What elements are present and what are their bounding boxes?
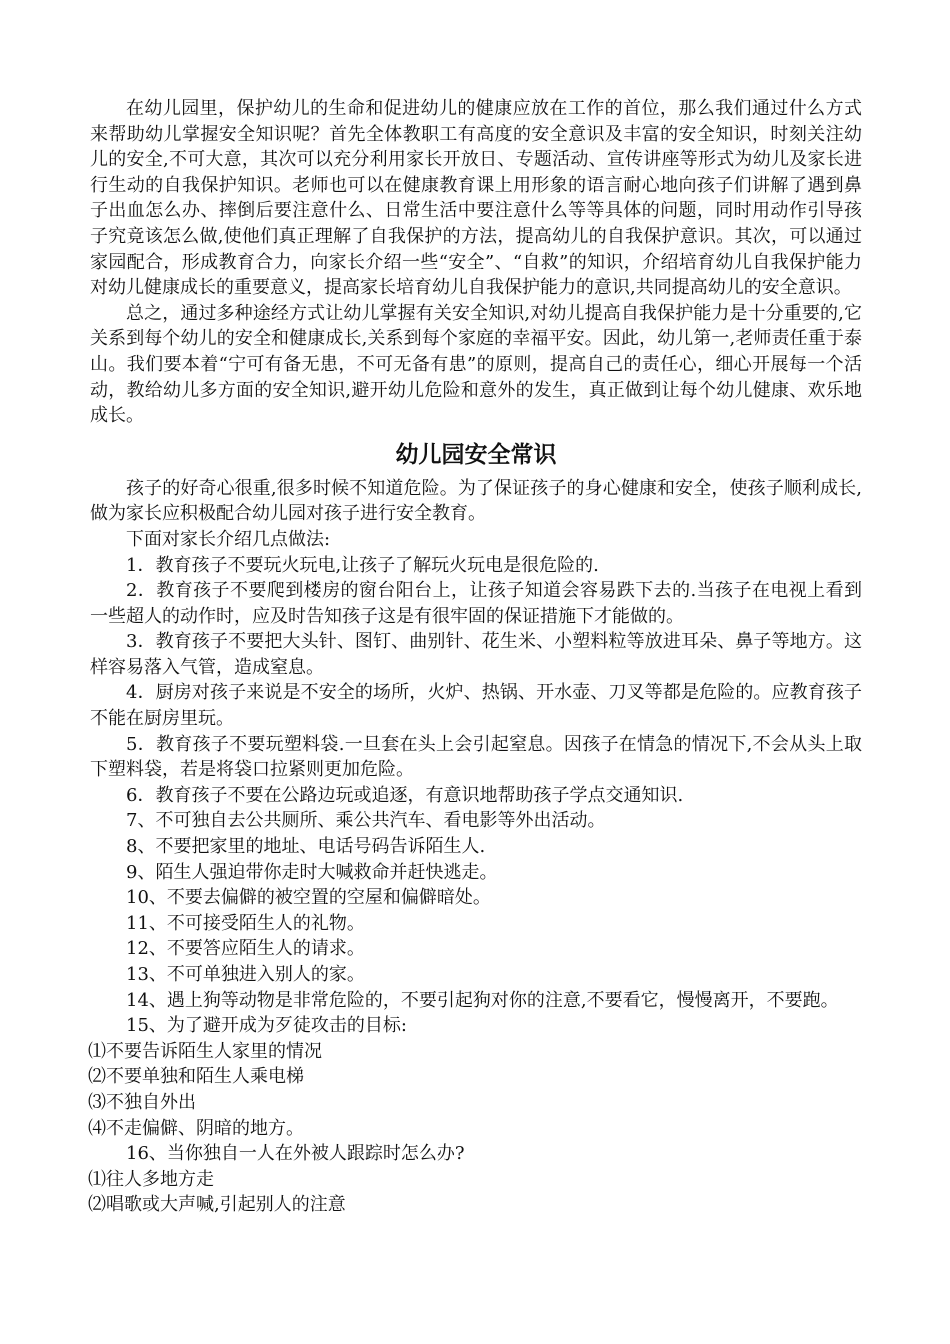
- document-page: [90, 96, 862, 1218]
- list-item: 4．厨房对孩子来说是不安全的场所，火炉、热锅、开水壶、刀叉等都是危险的。应教育孩子不能在厨房里玩。: [90, 682, 862, 730]
- list-item: 16、当你独自一人在外被人跟踪时怎么办?: [126, 1143, 465, 1165]
- sub-list-item: ⑵不要单独和陌生人乘电梯: [88, 1066, 304, 1088]
- list-item: 8、不要把家里的地址、电话号码告诉陌生人.: [126, 836, 486, 858]
- sub-list-item: ⑴不要告诉陌生人家里的情况: [88, 1040, 322, 1062]
- list-item: 15、为了避开成为歹徒攻击的目标:: [126, 1015, 407, 1037]
- list-item: 14、遇上狗等动物是非常危险的，不要引起狗对你的注意,不要看它，慢慢离开，不要跑。: [126, 989, 839, 1011]
- list-item: 5．教育孩子不要玩塑料袋.一旦套在头上会引起窒息。因孩子在情急的情况下,不会从头上取下塑料袋，若是将袋口拉紧则更加危险。: [90, 733, 862, 781]
- intro-paragraph-2: 总之，通过多种途经方式让幼儿掌握有关安全知识,对幼儿提高自我保护能力是十分重要的,它关系到每个幼儿的安全和健康成长,关系到每个家庭的幸福平安。因此，幼儿第一,老师责任重于泰山。我们要本着“宁可有备无患，不可无备有患”的原则，提高自己的责任心，细心开展每一个活动，教给幼儿多方面的安全知识,避开幼儿危险和意外的发生，真正做到让每个幼儿健康、欢乐地成长。: [90, 302, 862, 427]
- sub-list-item: ⑷不走偏僻、阴暗的地方。: [88, 1117, 304, 1139]
- list-item: 10、不要去偏僻的被空置的空屋和偏僻暗处。: [126, 887, 491, 909]
- section-lead-intro-line: 下面对家长介绍几点做法:: [126, 528, 331, 550]
- list-item: 2．教育孩子不要爬到楼房的窗台阳台上，让孩子知道会容易跌下去的.当孩子在电视上看到一些超人的动作时，应及时告知孩子这是有很牢固的保证措施下才能做的。: [90, 580, 862, 627]
- intro-paragraph-1: 在幼儿园里，保护幼儿的生命和促进幼儿的健康应放在工作的首位，那么我们通过什么方式来帮助幼儿掌握安全知识呢？首先全体教职工有高度的安全意识及丰富的安全知识，时刻关注幼儿的安全,不可大意，其次可以充分利用家长开放日、专题活动、宣传讲座等形式为幼儿及家长进行生动的自我保护知识。老师也可以在健康教育课上用形象的语言耐心地向孩子们讲解了遇到鼻子出血怎么办、摔倒后要注意什么、日常生活中要注意什么等等具体的问题，同时用动作引导孩子究竟该怎么做,使他们真正理解了自我保护的方法，提高幼儿的自我保护意识。其次，可以通过家园配合，形成教育合力，向家长介绍一些“安全”、“自救”的知识，介绍培育幼儿自我保护能力对幼儿健康成长的重要意义，提高家长培育幼儿自我保护能力的意识,共同提高幼儿的安全意识。: [90, 98, 862, 299]
- section-title: 幼儿园安全常识: [395, 441, 557, 468]
- sub-list-item: ⑶不独自外出: [88, 1091, 196, 1113]
- sub-list-item: ⑴往人多地方走: [88, 1168, 214, 1190]
- list-item: 12、不要答应陌生人的请求。: [126, 938, 365, 960]
- list-item: 13、不可单独进入别人的家。: [126, 964, 365, 985]
- section-lead-paragraph: 孩子的好奇心很重,很多时候不知道危险。为了保证孩子的身心健康和安全，使孩子顺利成长,做为家长应积极配合幼儿园对孩子进行安全教育。: [90, 477, 862, 525]
- list-item: 6．教育孩子不要在公路边玩或追逐，有意识地帮助孩子学点交通知识.: [126, 784, 684, 806]
- list-item: 3．教育孩子不要把大头针、图钉、曲别针、花生米、小塑料粒等放进耳朵、鼻子等地方。这样容易落入气管，造成窒息。: [90, 631, 862, 678]
- safety-list: [90, 553, 862, 1218]
- list-item: 11、不可接受陌生人的礼物。: [126, 912, 365, 934]
- sub-list-item: ⑵唱歌或大声喊,引起别人的注意: [88, 1194, 346, 1216]
- list-item: 1．教育孩子不要玩火玩电,让孩子了解玩火玩电是很危险的.: [126, 554, 599, 576]
- list-item: 9、陌生人强迫带你走时大喊救命并赶快逃走。: [126, 861, 498, 883]
- list-item: 7、不可独自去公共厕所、乘公共汽车、看电影等外出活动。: [126, 810, 606, 832]
